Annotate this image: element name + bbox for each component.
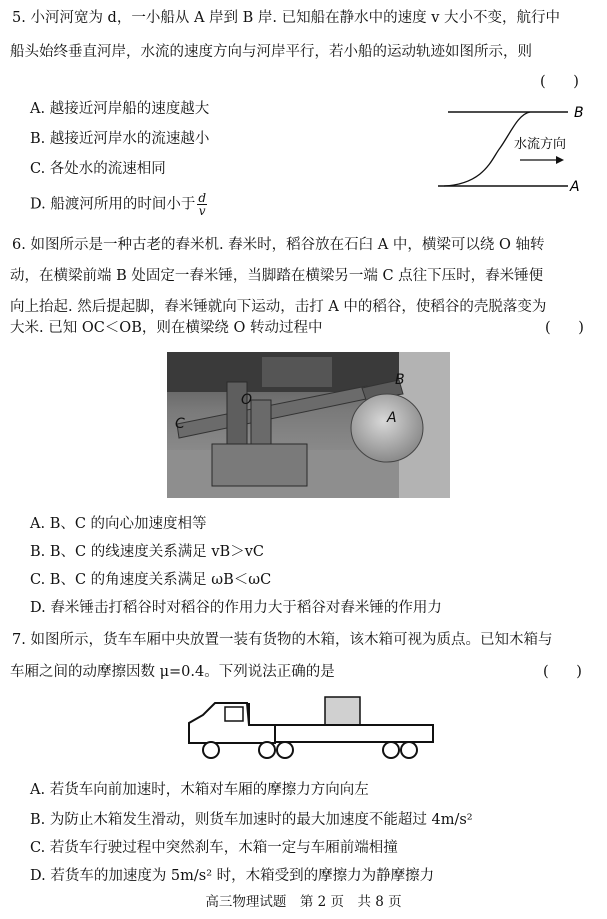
q7-stem-line2: 车厢之间的动摩擦因数 μ=0.4。下列说法正确的是	[10, 664, 335, 680]
q5-option-d-text: D. 船渡河所用的时间小于	[30, 196, 196, 213]
q5-stem-line2: 船头始终垂直河岸，水流的速度方向与河岸平行，若小船的运动轨迹如图所示，则	[10, 44, 532, 60]
cab-window	[225, 707, 243, 721]
frac-denominator: v	[198, 204, 206, 218]
q5-option-a: A. 越接近河岸船的速度越大	[30, 101, 210, 117]
q5-option-d-fraction	[197, 192, 207, 217]
bank-b-label: B	[574, 105, 584, 121]
q5-option-b: B. 越接近河岸水的流速越小	[30, 131, 210, 147]
wooden-crate	[325, 697, 360, 725]
photo-label-o: O	[241, 392, 253, 408]
q5-option-d	[30, 192, 207, 217]
front-wheel	[203, 742, 219, 758]
q7-answer-paren: ( )	[543, 664, 582, 680]
wooden-frame	[212, 444, 307, 486]
truck-bed	[275, 725, 433, 742]
q7-stem-line1: 7. 如图所示，货车车厢中央放置一装有货物的木箱，该木箱可视为质点。已知木箱与	[12, 632, 553, 648]
q7-option-d: D. 若货车的加速度为 5m/s² 时，木箱受到的摩擦力为静摩擦力	[30, 868, 435, 884]
flow-arrow-icon	[556, 156, 564, 164]
q5-answer-paren: ( )	[540, 74, 579, 90]
bank-a-label: A	[570, 179, 580, 195]
river-diagram	[430, 100, 590, 195]
rice-pounder-photo	[167, 352, 450, 498]
photo-label-b: B	[395, 372, 405, 388]
q7-option-a: A. 若货车向前加速时，木箱对车厢的摩擦力方向向左	[30, 782, 369, 798]
rear-wheel-2	[401, 742, 417, 758]
middle-wheel-1	[259, 742, 275, 758]
q7-option-b: B. 为防止木箱发生滑动，则货车加速时的最大加速度不能超过 4m/s²	[30, 812, 473, 828]
photo-label-c: C	[175, 416, 185, 432]
flow-direction-label: 水流方向	[514, 137, 567, 152]
page-footer: 高三物理试题 第 2 页 共 8 页	[205, 894, 402, 910]
photo-shrub	[262, 357, 332, 387]
truck-diagram	[185, 695, 435, 767]
q5-option-c: C. 各处水的流速相同	[30, 161, 166, 177]
frac-numerator: d	[198, 191, 207, 205]
middle-wheel-2	[277, 742, 293, 758]
q5-stem-line1: 5. 小河河宽为 d，一小船从 A 岸到 B 岸. 已知船在静水中的速度 v 大小不变，航行中	[12, 10, 561, 26]
q6-stem-line1: 6. 如图所示是一种古老的舂米机. 舂米时，稻谷放在石臼 A 中，横梁可以绕 O 轴转	[12, 237, 545, 253]
rear-wheel-1	[383, 742, 399, 758]
q6-answer-paren: ( )	[545, 320, 584, 336]
q6-option-a: A. B、C 的向心加速度相等	[30, 516, 207, 532]
q6-option-b: B. B、C 的线速度关系满足 vB＞vC	[30, 544, 264, 560]
q6-stem-line3: 向上抬起. 然后提起脚，舂米锤就向下运动，击打 A 中的稻谷，使稻谷的壳脱落变为	[10, 299, 547, 315]
photo-label-a: A	[387, 410, 397, 426]
q6-stem-line2: 动，在横梁前端 B 处固定一舂米锤，当脚踏在横梁另一端 C 点往下压时，舂米锤便	[10, 268, 544, 284]
stone-mortar	[351, 394, 423, 462]
q7-option-c: C. 若货车行驶过程中突然刹车，木箱一定与车厢前端相撞	[30, 840, 398, 856]
q6-option-d: D. 舂米锤击打稻谷时对稻谷的作用力大于稻谷对舂米锤的作用力	[30, 600, 442, 616]
q6-option-c: C. B、C 的角速度关系满足 ωB＜ωC	[30, 572, 272, 588]
q6-stem-line4: 大米. 已知 OC＜OB，则在横梁绕 O 转动过程中	[10, 320, 323, 336]
